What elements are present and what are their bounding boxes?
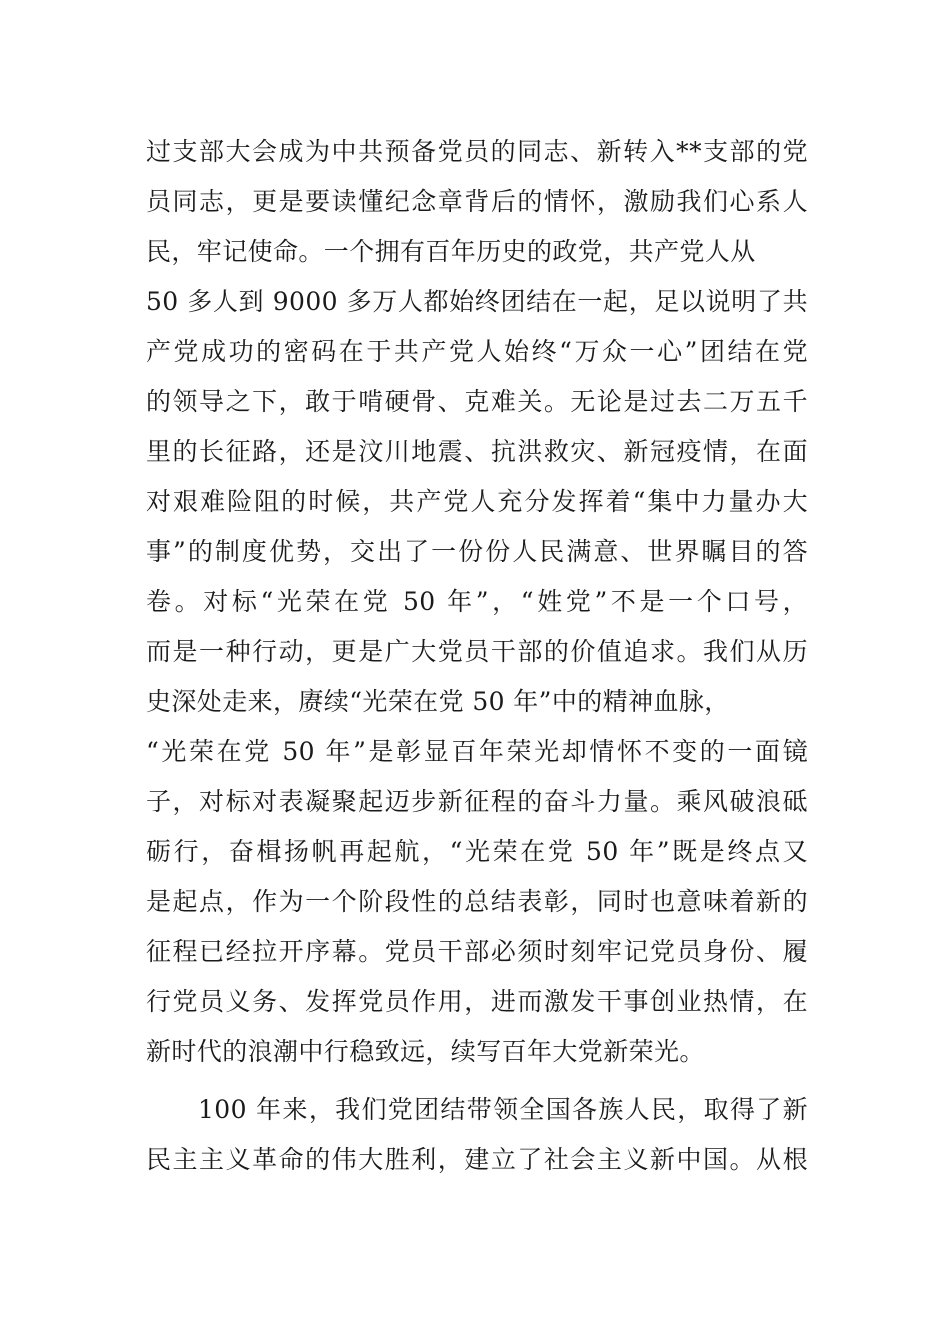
text-line: 卷。对标“光荣在党 50 年”，“姓党”不是一个口号， — [146, 587, 808, 616]
text-line: “光荣在党 50 年”是彰显百年荣光却情怀不变的一面镜 — [146, 737, 808, 766]
text-line: 员同志，更是要读懂纪念章背后的情怀，激励我们心系人 — [146, 187, 808, 216]
text-line: 砺行，奋楫扬帆再起航，“光荣在党 50 年”既是终点又 — [146, 837, 808, 866]
text-line: 新时代的浪潮中行稳致远，续写百年大党新荣光。 — [146, 1037, 705, 1066]
text-line: 民，牢记使命。一个拥有百年历史的政党，共产党人从 — [146, 237, 756, 266]
text-line: 民主主义革命的伟大胜利，建立了社会主义新中国。从根 — [146, 1145, 808, 1174]
text-line: 子，对标对表凝聚起迈步新征程的奋斗力量。乘风破浪砥 — [146, 787, 808, 816]
text-line: 对艰难险阻的时候，共产党人充分发挥着“集中力量办大 — [146, 487, 808, 516]
text-line: 50 多人到 9000 多万人都始终团结在一起，足以说明了共 — [146, 287, 808, 316]
text-line: 征程已经拉开序幕。党员干部必须时刻牢记党员身份、履 — [146, 937, 808, 966]
text-line: 里的长征路，还是汶川地震、抗洪救灾、新冠疫情，在面 — [146, 437, 808, 466]
text-line: 是起点，作为一个阶段性的总结表彰，同时也意味着新的 — [146, 887, 808, 916]
text-line: 事”的制度优势，交出了一份份人民满意、世界瞩目的答 — [146, 537, 808, 566]
text-line: 的领导之下，敢于啃硬骨、克难关。无论是过去二万五千 — [146, 387, 808, 416]
text-line: 史深处走来，赓续“光荣在党 50 年”中的精神血脉， — [146, 687, 730, 716]
text-line: 产党成功的密码在于共产党人始终“万众一心”团结在党 — [146, 337, 808, 366]
text-line: 过支部大会成为中共预备党员的同志、新转入**支部的党 — [146, 137, 808, 166]
paragraph-first-line: 100 年来，我们党团结带领全国各族人民，取得了新 — [198, 1095, 808, 1124]
text-line: 而是一种行动，更是广大党员干部的价值追求。我们从历 — [146, 637, 808, 666]
text-line: 行党员义务、发挥党员作用，进而激发干事创业热情，在 — [146, 987, 808, 1016]
